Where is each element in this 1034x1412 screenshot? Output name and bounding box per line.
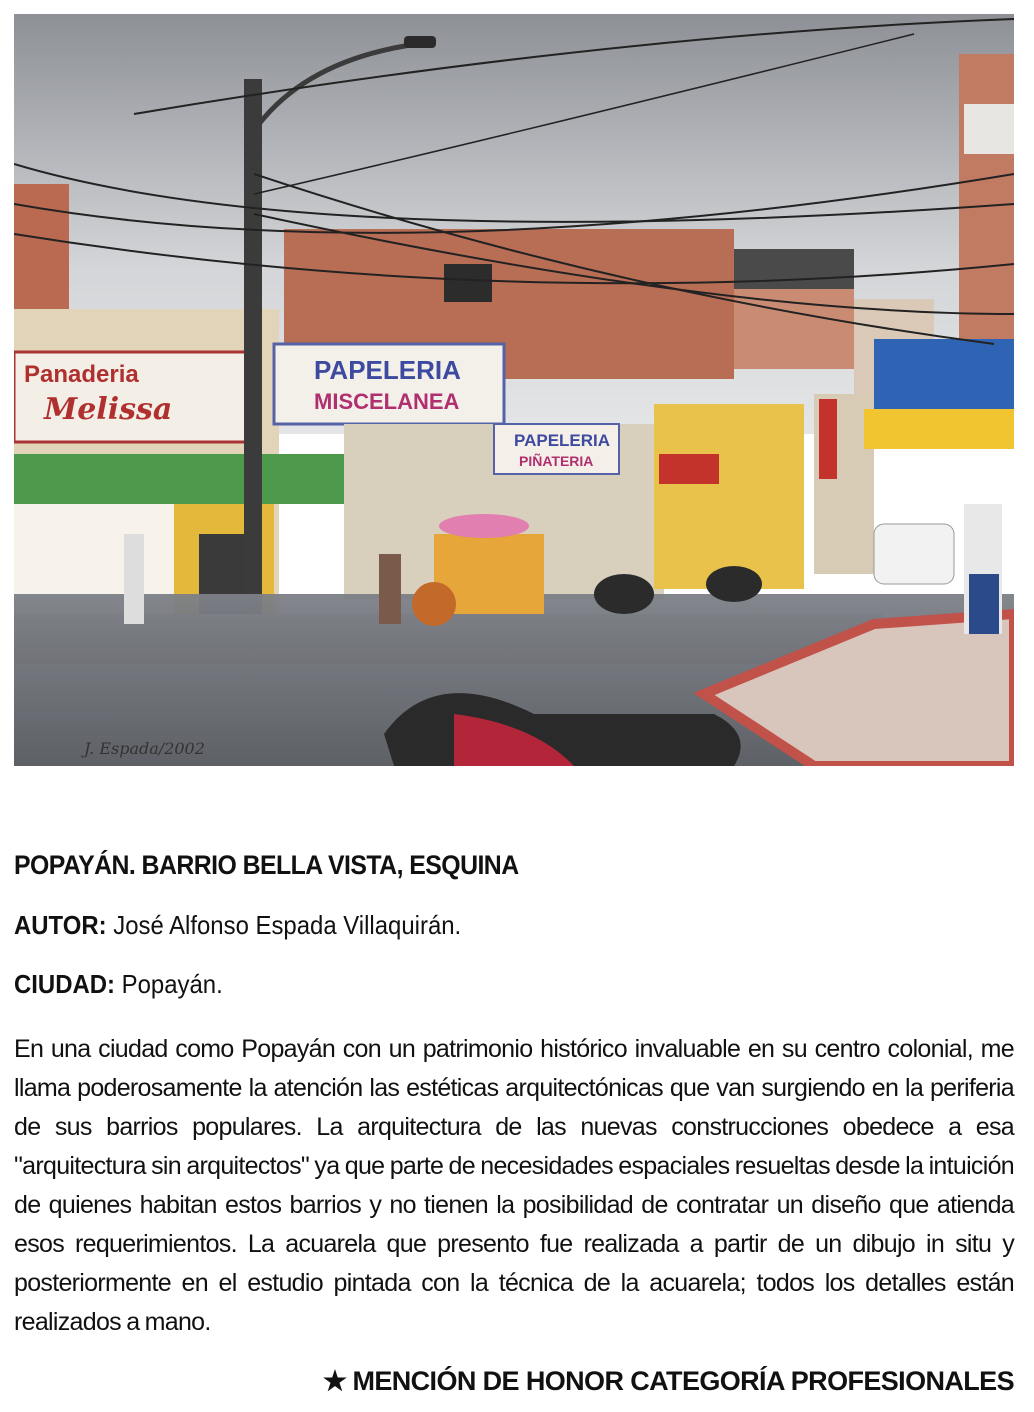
author-label: AUTOR:: [14, 910, 107, 940]
award-line: [14, 1366, 1014, 1397]
papeleria-sign-line1: PAPELERIA: [314, 355, 461, 385]
star-icon: ★: [322, 1366, 347, 1396]
papeleria-small-sign-line2: PIÑATERIA: [519, 453, 594, 469]
artwork-title: POPAYÁN. BARRIO BELLA VISTA, ESQUINA: [14, 850, 519, 880]
papeleria-sign-line2: MISCELANEA: [314, 389, 460, 414]
city-label: CIUDAD:: [14, 969, 115, 999]
author-line: [14, 910, 934, 941]
papeleria-small-sign-line1: PAPELERIA: [514, 431, 611, 450]
artist-signature: J. Espada/2002: [84, 739, 205, 758]
bakery-sign-line1: Panaderia: [24, 361, 139, 388]
author-name: José Alfonso Espada Villaquirán.: [113, 910, 462, 940]
city-name: Popayán.: [121, 969, 223, 999]
city-line: [14, 969, 934, 1000]
artwork-description: En una ciudad como Popayán con un patrimonio histórico invaluable en su centro colonial, me llama poderosamente la atención las estéticas arquitectónicas que van surgiendo en la periferia de sus barrios populares. La arquitectura de las nuevas construcciones obedece a esa "arquitectura sin arquitectos" ya que parte de necesidades espaciales resueltas desde la intuición de quienes habitan estos barrios y no tienen la posibilidad de contratar un diseño que atienda esos requerimientos. La acuarela que presento fue realizada a partir de un dibujo in situ y posteriormente en el estudio pintada con la técnica de la acuarela; todos los detalles están realizados a mano.: [14, 1035, 1014, 1336]
watercolor-painting: [14, 14, 1014, 766]
bakery-sign-line2: Melissa: [44, 392, 173, 427]
award-text: MENCIÓN DE HONOR CATEGORÍA PROFESIONALES: [352, 1366, 1014, 1396]
